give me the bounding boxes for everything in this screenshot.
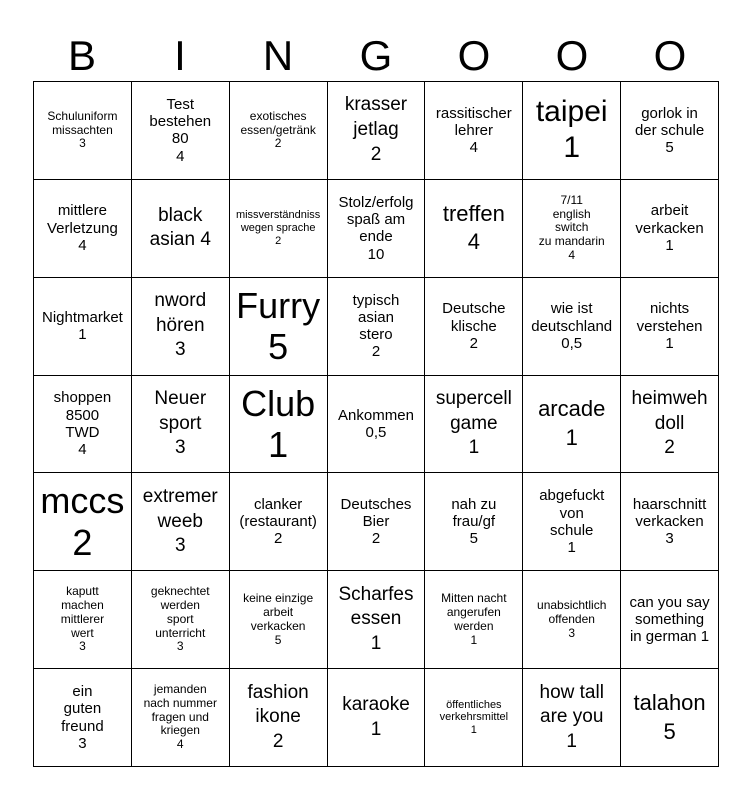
header-letter: B bbox=[67, 32, 96, 79]
bingo-cell[interactable]: krasser jetlag 2 bbox=[328, 82, 426, 180]
bingo-cell[interactable]: taipei 1 bbox=[523, 82, 621, 180]
bingo-cell[interactable]: Nightmarket 1 bbox=[34, 278, 132, 376]
bingo-cell[interactable]: mittlere Verletzung 4 bbox=[34, 180, 132, 278]
bingo-cell[interactable]: can you say something in german 1 bbox=[621, 571, 719, 669]
bingo-grid bbox=[33, 81, 719, 767]
bingo-cell[interactable]: treffen 4 bbox=[425, 180, 523, 278]
bingo-cell[interactable]: Club 1 bbox=[230, 376, 328, 474]
header-letter: O bbox=[653, 32, 687, 79]
bingo-cell[interactable]: Deutsche klische 2 bbox=[425, 278, 523, 376]
bingo-cell[interactable]: 7/11 english switch zu mandarin 4 bbox=[523, 180, 621, 278]
header-letter: O bbox=[457, 32, 491, 79]
bingo-cell[interactable]: keine einzige arbeit verkacken 5 bbox=[230, 571, 328, 669]
bingo-cell[interactable]: geknechtet werden sport unterricht 3 bbox=[132, 571, 230, 669]
bingo-cell[interactable]: nword hören 3 bbox=[132, 278, 230, 376]
bingo-cell[interactable]: nah zu frau/gf 5 bbox=[425, 473, 523, 571]
bingo-cell[interactable]: nichts verstehen 1 bbox=[621, 278, 719, 376]
header-letter: I bbox=[174, 32, 186, 79]
bingo-cell[interactable]: heimweh doll 2 bbox=[621, 376, 719, 474]
bingo-cell[interactable]: extremer weeb 3 bbox=[132, 473, 230, 571]
bingo-header bbox=[33, 30, 719, 82]
bingo-cell[interactable]: exotisches essen/getränk 2 bbox=[230, 82, 328, 180]
bingo-cell[interactable]: rassitischer lehrer 4 bbox=[425, 82, 523, 180]
header-letter: N bbox=[262, 32, 294, 79]
bingo-cell[interactable]: unabsichtlich offenden 3 bbox=[523, 571, 621, 669]
bingo-cell[interactable]: talahon 5 bbox=[621, 669, 719, 767]
bingo-cell[interactable]: Scharfes essen 1 bbox=[328, 571, 426, 669]
bingo-cell[interactable]: Ankommen 0,5 bbox=[328, 376, 426, 474]
bingo-cell[interactable]: arcade 1 bbox=[523, 376, 621, 474]
bingo-cell[interactable]: Deutsches Bier 2 bbox=[328, 473, 426, 571]
bingo-cell[interactable]: öffentliches verkehrsmittel 1 bbox=[425, 669, 523, 767]
bingo-cell[interactable]: mccs 2 bbox=[34, 473, 132, 571]
bingo-cell[interactable]: black asian 4 bbox=[132, 180, 230, 278]
bingo-cell[interactable]: supercell game 1 bbox=[425, 376, 523, 474]
bingo-cell[interactable]: Mitten nacht angerufen werden 1 bbox=[425, 571, 523, 669]
bingo-cell[interactable]: kaputt machen mittlerer wert 3 bbox=[34, 571, 132, 669]
bingo-cell[interactable]: Schuluniform missachten 3 bbox=[34, 82, 132, 180]
bingo-cell[interactable]: arbeit verkacken 1 bbox=[621, 180, 719, 278]
bingo-cell[interactable]: how tall are you 1 bbox=[523, 669, 621, 767]
header-letter: O bbox=[555, 32, 589, 79]
bingo-cell[interactable]: wie ist deutschland 0,5 bbox=[523, 278, 621, 376]
bingo-cell[interactable]: missverständniss wegen sprache 2 bbox=[230, 180, 328, 278]
bingo-cell[interactable]: jemanden nach nummer fragen und kriegen 4 bbox=[132, 669, 230, 767]
bingo-cell[interactable]: Stolz/erfolg spaß am ende 10 bbox=[328, 180, 426, 278]
bingo-cell[interactable]: Neuer sport 3 bbox=[132, 376, 230, 474]
bingo-cell[interactable]: typisch asian stero 2 bbox=[328, 278, 426, 376]
bingo-cell[interactable]: Test bestehen 80 4 bbox=[132, 82, 230, 180]
bingo-cell[interactable]: ein guten freund 3 bbox=[34, 669, 132, 767]
bingo-cell[interactable]: haarschnitt verkacken 3 bbox=[621, 473, 719, 571]
bingo-cell[interactable]: karaoke 1 bbox=[328, 669, 426, 767]
bingo-cell[interactable]: clanker (restaurant) 2 bbox=[230, 473, 328, 571]
bingo-cell[interactable]: Furry 5 bbox=[230, 278, 328, 376]
bingo-cell[interactable]: gorlok in der schule 5 bbox=[621, 82, 719, 180]
bingo-cell[interactable]: shoppen 8500 TWD 4 bbox=[34, 376, 132, 474]
bingo-cell[interactable]: fashion ikone 2 bbox=[230, 669, 328, 767]
header-letter: G bbox=[359, 32, 393, 79]
bingo-cell[interactable]: abgefuckt von schule 1 bbox=[523, 473, 621, 571]
